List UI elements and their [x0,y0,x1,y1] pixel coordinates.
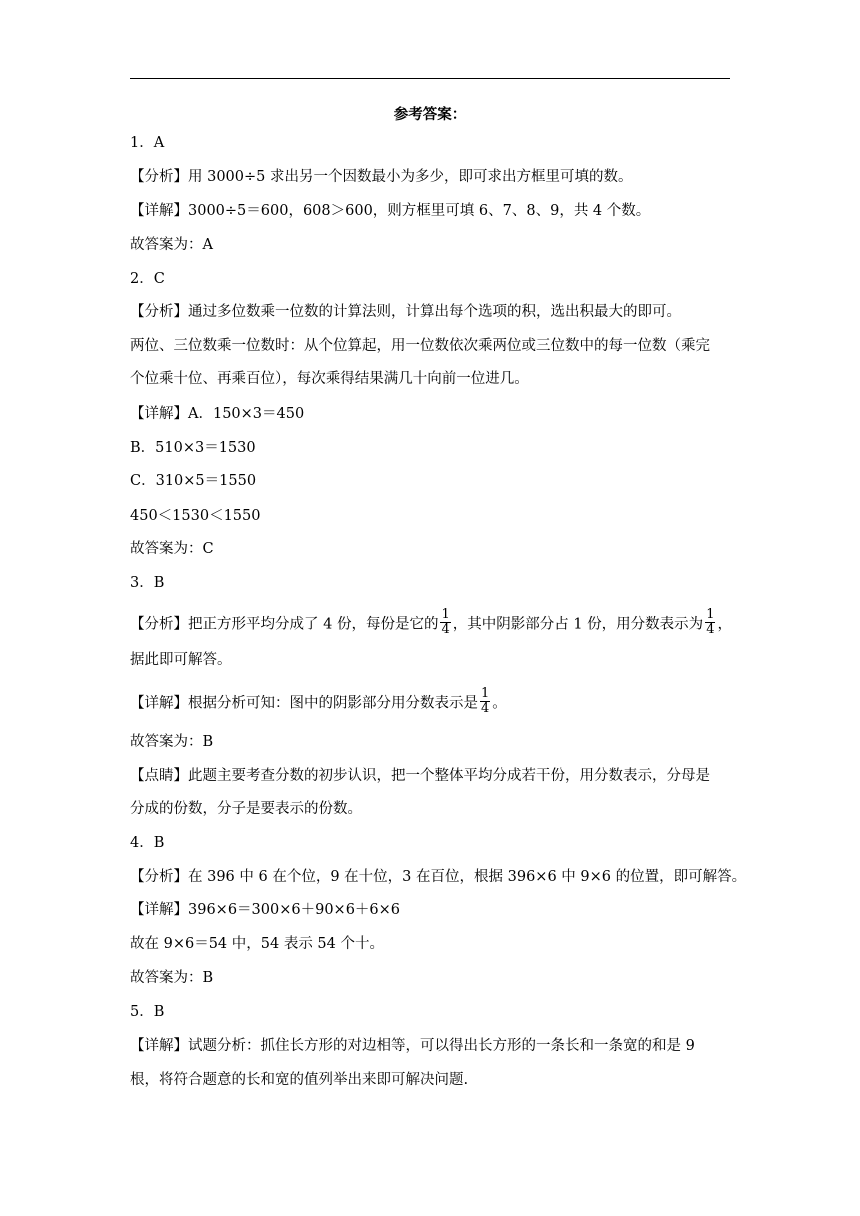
answer-4-analysis: 【分析】在 396 中 6 在个位，9 在十位，3 在百位，根据 396×6 中 9×6 的位置，即可解答。 [130,869,747,885]
answer-4-explanation: 故在 9×6＝54 中，54 表示 54 个十。 [130,936,384,952]
answer-2-detail-a: 【详解】A．150×3＝450 [130,406,305,422]
answer-1-result: 故答案为：A [130,237,213,253]
answer-5-number: 5．B [130,1004,165,1020]
fraction-one-quarter [480,687,490,716]
answer-3-comment-2: 分成的份数，分子是要表示的份数。 [130,801,362,817]
answer-3-number: 3．B [130,575,165,591]
answer-1-analysis: 【分析】用 3000÷5 求出另一个因数最小为多少，即可求出方框里可填的数。 [130,169,633,185]
answer-5-detail-2: 根，将符合题意的长和宽的值列举出来即可解决问题. [130,1072,469,1088]
answer-3-comment-1: 【点睛】此题主要考查分数的初步认识，把一个整体平均分成若干份，用分数表示，分母是 [130,768,710,784]
answer-3-detail-part-a: 【详解】根据分析可知：图中的阴影部分用分数表示是 [130,695,478,712]
answer-3-detail [130,686,742,718]
answer-1-detail: 【详解】3000÷5＝600，608＞600，则方框里可填 6、7、8、9，共 4 个数。 [130,203,651,219]
answer-3-analysis-part-b: ，其中阴影部分占 1 份，用分数表示为 [452,616,704,633]
answer-3-analysis [130,607,742,639]
answer-4-number: 4．B [130,835,165,851]
fraction-denominator: 4 [441,622,450,637]
answer-3-analysis-part-a: 【分析】把正方形平均分成了 4 份，每份是它的 [130,616,439,633]
fraction-numerator: 1 [481,686,490,701]
answer-3-analysis-cont: 据此即可解答。 [130,652,232,668]
answer-2-comparison: 450＜1530＜1550 [130,508,261,524]
answer-3-analysis-part-c: ， [717,616,732,633]
fraction-denominator: 4 [481,701,490,716]
answer-2-analysis: 【分析】通过多位数乘一位数的计算法则，计算出每个选项的积，选出积最大的即可。 [130,304,681,320]
answer-2-number: 2．C [130,271,165,287]
answer-4-detail: 【详解】396×6＝300×6＋90×6＋6×6 [130,902,401,918]
answer-2-result: 故答案为：C [130,541,214,557]
fraction-denominator: 4 [706,622,715,637]
header-rule [130,78,730,79]
answer-3-detail-part-b: 。 [492,695,507,712]
answer-2-rule-line-1: 两位、三位数乘一位数时：从个位算起，用一位数依次乘两位或三位数中的每一位数（乘完 [130,338,710,354]
answer-2-detail-b: B．510×3＝1530 [130,440,256,456]
answer-4-result: 故答案为：B [130,970,214,986]
answer-2-rule-line-2: 个位乘十位、再乘百位），每次乘得结果满几十向前一位进几。 [130,371,529,387]
fraction-numerator: 1 [441,607,450,622]
answer-3-result: 故答案为：B [130,734,214,750]
page-title: 参考答案： [393,106,467,123]
answer-1-number: 1．A [130,135,165,151]
fraction-one-quarter [440,608,450,637]
answer-2-detail-c: C．310×5＝1550 [130,473,257,489]
fraction-one-quarter [705,608,715,637]
fraction-numerator: 1 [706,607,715,622]
answer-5-detail-1: 【详解】试题分析：抓住长方形的对边相等，可以得出长方形的一条长和一条宽的和是 9 [130,1038,695,1054]
